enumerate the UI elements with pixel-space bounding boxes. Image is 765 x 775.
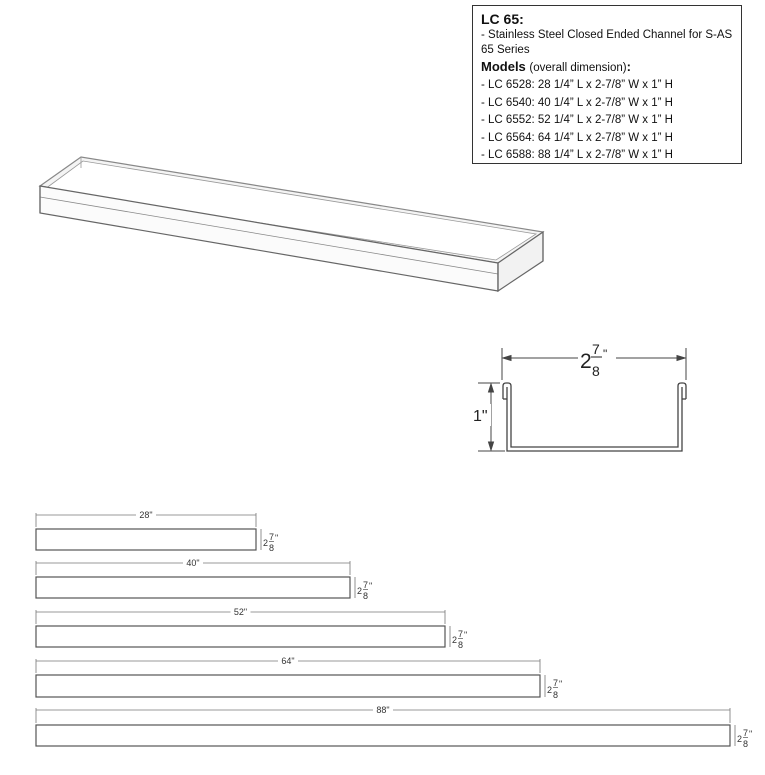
width-numerator: 7 [592, 341, 600, 357]
model-item: - LC 6564: 64 1/4” L x 2-7/8” W x 1” H [481, 131, 673, 144]
plan-view [36, 558, 372, 601]
section-profile [503, 383, 686, 451]
width-denominator: 8 [592, 363, 600, 379]
width-unit: " [369, 581, 373, 591]
cross-section [471, 336, 686, 451]
model-item: - LC 6540: 40 1/4” L x 2-7/8” W x 1” H [481, 96, 673, 109]
spec-title: LC 65: [481, 11, 524, 27]
plan-view [36, 607, 467, 650]
plan-view [36, 510, 278, 553]
width-whole: 2 [452, 635, 458, 645]
width-denominator: 8 [458, 640, 464, 650]
width-whole: 2 [357, 586, 363, 596]
width-whole: 2 [263, 538, 269, 548]
width-unit: " [749, 729, 753, 739]
plan-outline [36, 626, 445, 647]
model-item: - LC 6528: 28 1/4” L x 2-7/8” W x 1” H [481, 79, 673, 91]
model-item: - LC 6588: 88 1/4” L x 2-7/8” W x 1” H [481, 149, 673, 161]
width-numerator: 7 [743, 728, 749, 738]
width-whole: 2 [547, 685, 553, 695]
width-numerator: 7 [269, 532, 275, 542]
plan-view [36, 705, 752, 749]
plan-outline [36, 577, 350, 598]
length-label: 40" [186, 558, 200, 568]
width-denominator: 8 [743, 739, 749, 749]
plan-outline [36, 529, 256, 550]
model-item: - LC 6552: 52 1/4” L x 2-7/8” W x 1” H [481, 114, 673, 126]
width-denominator: 8 [553, 690, 559, 700]
plan-outline [36, 725, 730, 746]
length-label: 52" [233, 607, 248, 617]
width-whole: 2 [737, 734, 743, 744]
width-numerator: 7 [363, 580, 369, 590]
models-colon: : [626, 59, 631, 74]
models-sub: (overall dimension) [529, 62, 627, 74]
plan-outline [36, 675, 540, 697]
section-width-label [578, 336, 616, 379]
length-label: 64" [281, 656, 295, 666]
width-unit: " [603, 347, 608, 361]
width-unit: " [559, 679, 563, 689]
width-unit: " [464, 630, 468, 640]
width-numerator: 7 [553, 678, 559, 688]
models-label: Models [481, 59, 526, 74]
spec-description: - Stainless Steel Closed Ended Channel for S-AS 65 Series [481, 29, 733, 56]
length-label: 88" [376, 705, 390, 715]
width-whole: 2 [580, 350, 592, 373]
width-unit: " [275, 533, 279, 543]
plan-view [36, 656, 562, 700]
plan-views [36, 510, 752, 749]
length-label: 28" [139, 510, 153, 520]
channel-isometric [40, 157, 543, 291]
section-height-label: 1" [473, 408, 488, 425]
width-denominator: 8 [269, 543, 275, 553]
width-denominator: 8 [363, 591, 369, 601]
width-numerator: 7 [458, 629, 464, 639]
